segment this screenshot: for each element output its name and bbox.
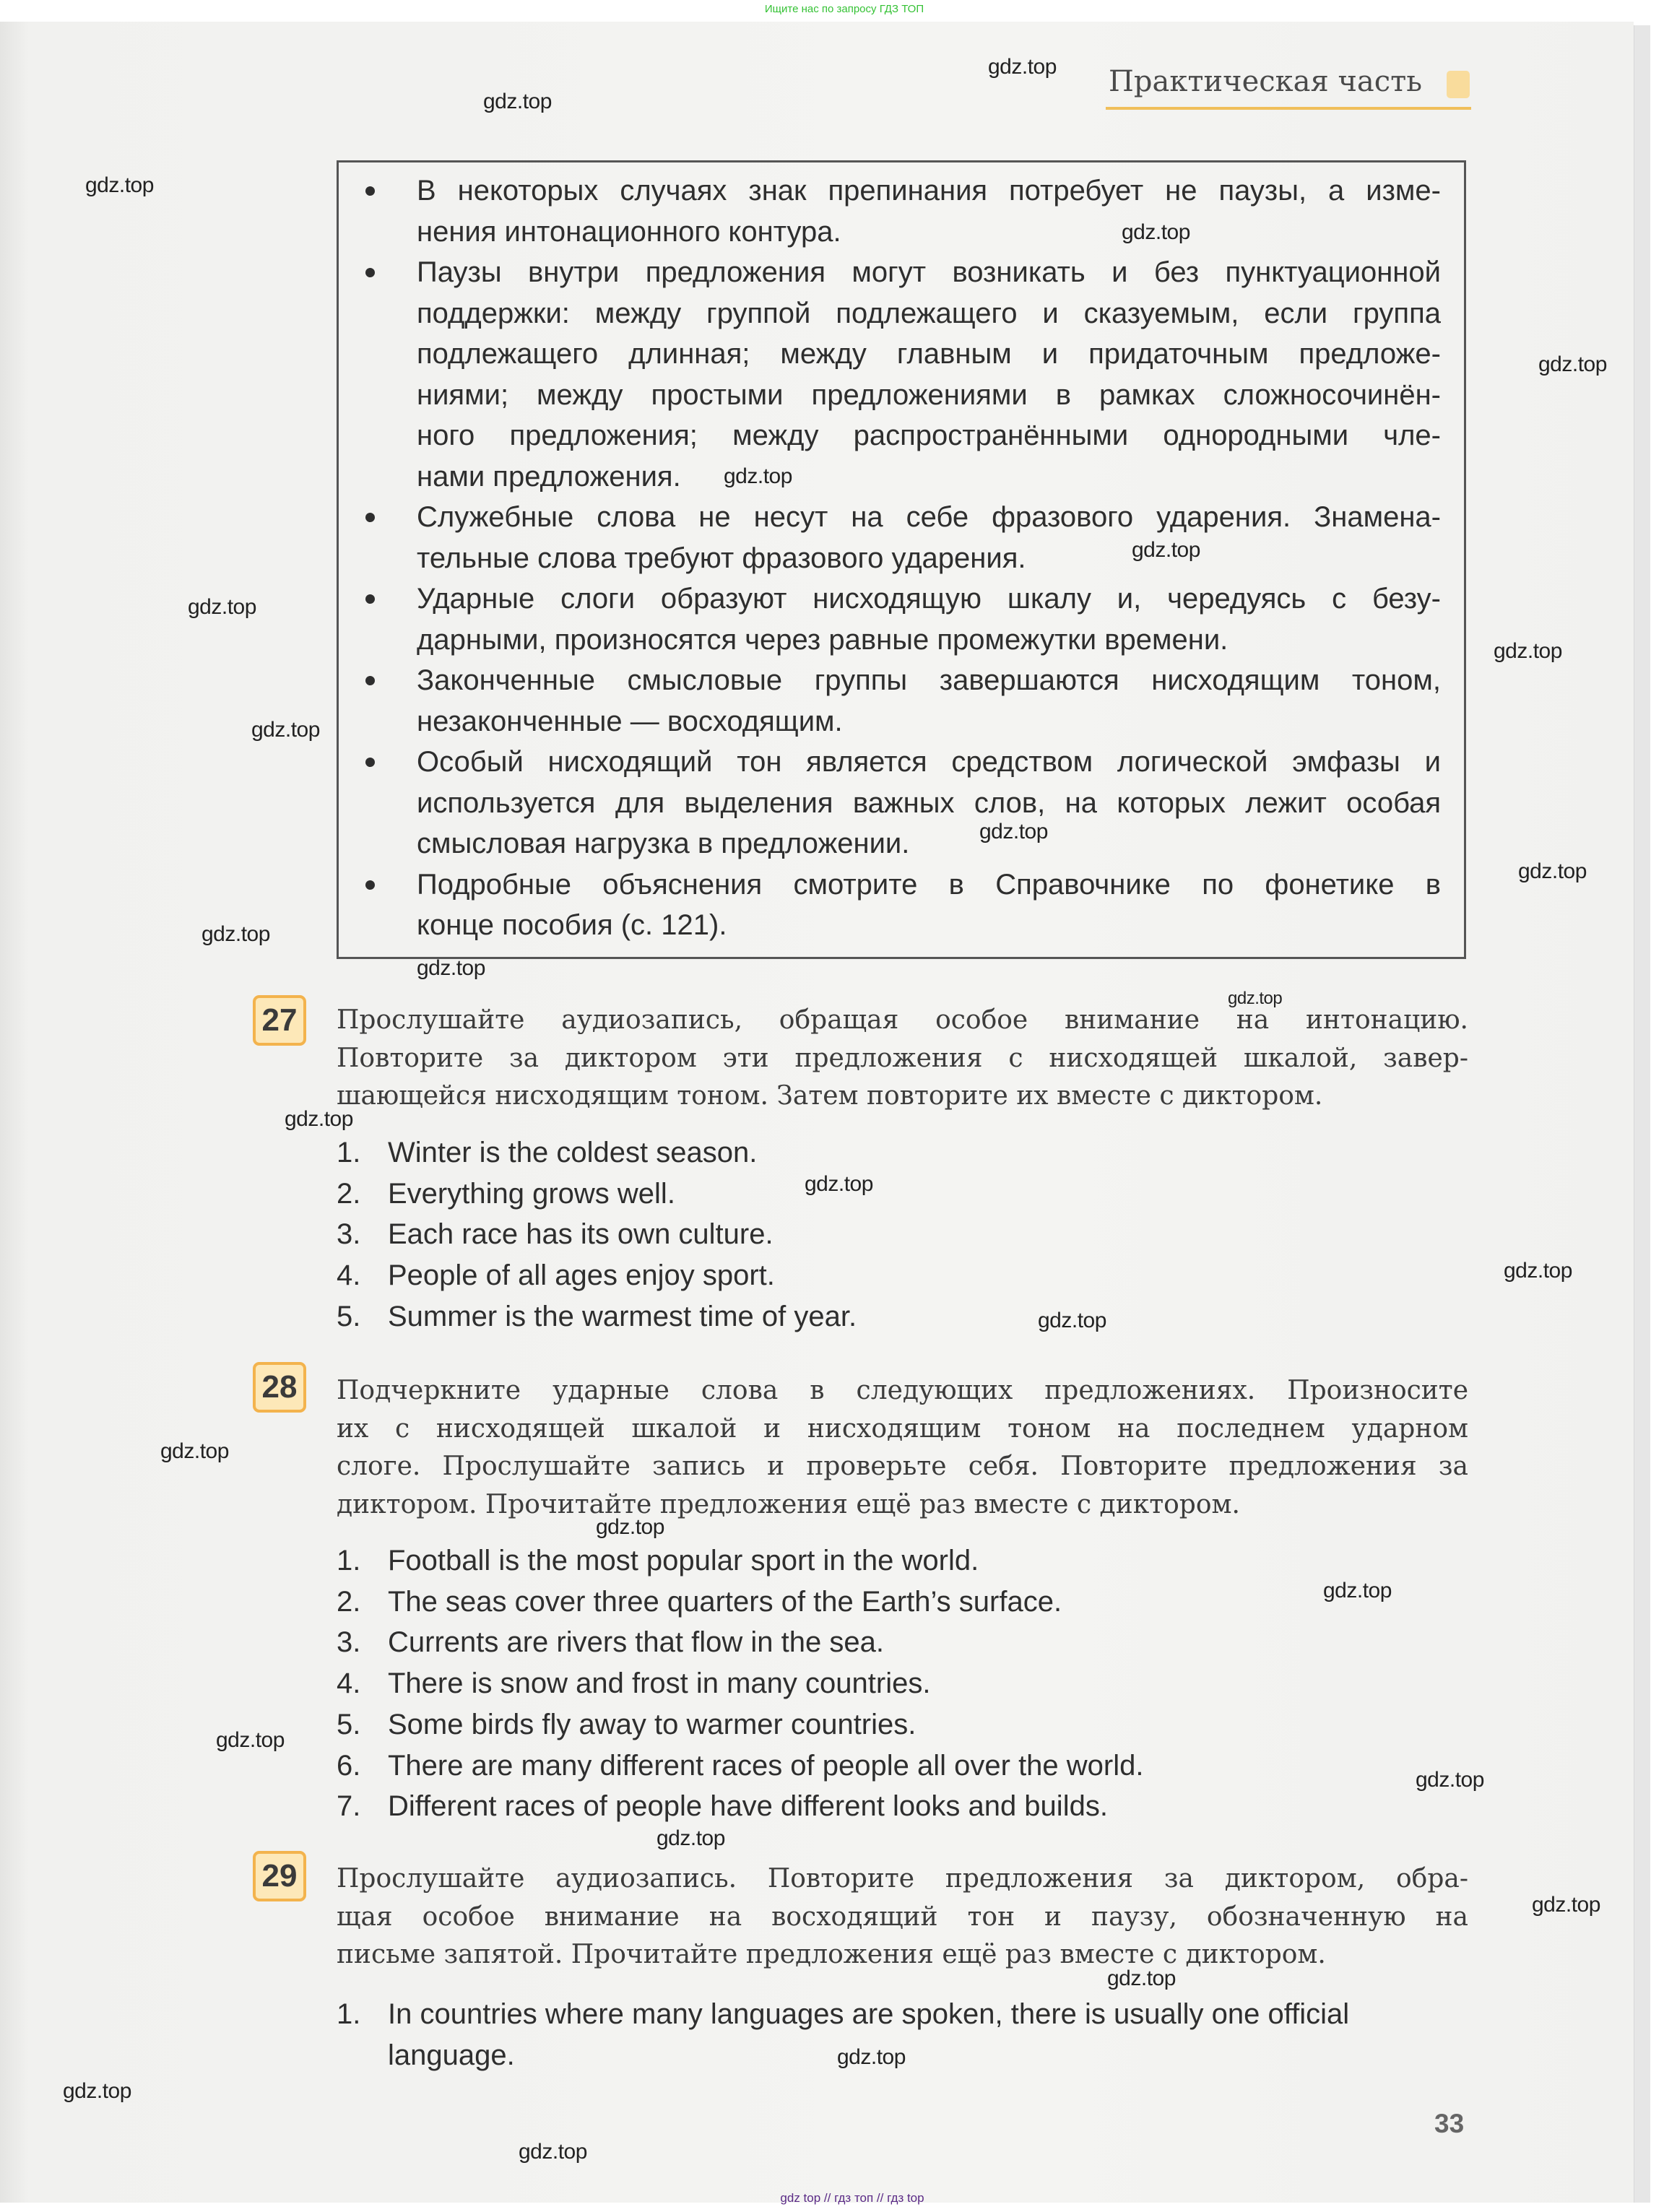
sentence-item [337, 1540, 1470, 1582]
gdz-watermark: gdz.top [1532, 1893, 1600, 1917]
rule-line: нами предложения. [417, 460, 681, 493]
gdz-watermark: gdz.top [1416, 1768, 1484, 1792]
gdz-watermark: gdz.top [724, 464, 792, 488]
sentence-text [388, 1745, 1470, 1787]
bullet-icon [365, 758, 375, 767]
task-line: письме запятой. Прочитайте предложения ещё раз вместе с диктором. [337, 1940, 1326, 1969]
gdz-watermark: gdz.top [988, 55, 1057, 79]
sentence-item [337, 1745, 1470, 1787]
rule-line: Ударные слоги образуют нисходящую шкалу и, чередуясь с безу- [417, 583, 1441, 615]
rule-item [417, 252, 1441, 497]
gdz-watermark: gdz.top [1038, 1309, 1106, 1332]
exercise-28-sentences [337, 1540, 1470, 1827]
sentence-number: 6. [337, 1749, 361, 1782]
sentence-number: 2. [337, 1585, 361, 1618]
rule-line: дарными, произносятся через равные промежутки времени. [417, 623, 1228, 656]
page-edge [1634, 25, 1650, 2203]
rule-line: Служебные слова не несут на себе фразового ударения. Знамена- [417, 501, 1441, 533]
sentence-number: 5. [337, 1300, 361, 1332]
gdz-watermark: gdz.top [251, 718, 320, 742]
rule-line: используется для выделения важных слов, на которых лежит особая [417, 786, 1441, 819]
gdz-watermark: gdz.top [1228, 989, 1283, 1008]
exercise-27-number: 27 [253, 995, 306, 1046]
sentence-line: In countries where many languages are spoken, there is usually one official [388, 1998, 1350, 2030]
rule-line: Подробные объяснения смотрите в Справочнике по фонетике в [417, 868, 1441, 901]
sentence-text [388, 1704, 1470, 1745]
exercise-27-sentences [337, 1132, 1470, 1337]
sentence-line: People of all ages enjoy sport. [388, 1259, 775, 1292]
section-heading: Практическая часть [1109, 65, 1423, 98]
sentence-number: 1. [337, 1998, 361, 2030]
top-search-note: Ищите нас по запросу ГДЗ ТОП [764, 3, 924, 15]
sentence-text [388, 1622, 1470, 1663]
exercise-27-task [337, 1002, 1468, 1116]
sentence-number: 3. [337, 1218, 361, 1251]
bullet-icon [365, 513, 375, 522]
rule-line: В некоторых случаях знак препинания потребует не паузы, а изме- [417, 175, 1441, 207]
sentence-item [337, 1786, 1470, 1827]
gdz-watermark: gdz.top [1538, 352, 1607, 376]
sentence-line: The seas cover three quarters of the Earth’s surface. [388, 1585, 1062, 1618]
gdz-watermark: gdz.top [656, 1826, 725, 1850]
rule-line: незаконченные — восходящим. [417, 705, 843, 737]
sentence-item [337, 1296, 1470, 1337]
sentence-text [388, 1214, 1470, 1255]
gdz-watermark: gdz.top [837, 2045, 906, 2069]
rule-line: подлежащего длинная; между главным и придаточным предложе- [417, 338, 1441, 370]
gdz-watermark: gdz.top [1504, 1259, 1572, 1283]
sentence-line: There are many different races of people all over the world. [388, 1749, 1144, 1782]
section-marker-square [1447, 71, 1470, 98]
sentence-line: Currents are rivers that flow in the sea. [388, 1626, 884, 1659]
rule-line: Паузы внутри предложения могут возникать и без пунктуационной [417, 256, 1441, 288]
sentence-text [388, 1994, 1470, 2076]
task-line: щая особое внимание на восходящий тон и паузу, обозначенную на [337, 1901, 1468, 1932]
rule-item [417, 578, 1441, 660]
gdz-watermark: gdz.top [805, 1172, 873, 1196]
rule-line: тельные слова требуют фразового ударения. [417, 542, 1026, 574]
gdz-watermark: gdz.top [1107, 1966, 1176, 1990]
rule-item [417, 497, 1441, 578]
rule-line: смысловая нагрузка в предложении. [417, 828, 910, 859]
rules-list [417, 170, 1441, 946]
gdz-watermark: gdz.top [202, 922, 270, 946]
gdz-watermark: gdz.top [160, 1439, 229, 1463]
task-line: диктором. Прочитайте предложения ещё раз вместе с диктором. [337, 1489, 1240, 1519]
gdz-watermark: gdz.top [979, 820, 1048, 843]
sentence-number: 1. [337, 1545, 361, 1576]
sentence-text [388, 1132, 1470, 1174]
rule-line: нения интонационного контура. [417, 215, 841, 248]
sentence-item [337, 1622, 1470, 1663]
sentence-text [388, 1582, 1470, 1623]
exercise-29-task [337, 1860, 1468, 1974]
rule-line: Законченные смысловые группы завершаются нисходящим тоном, [417, 664, 1441, 696]
sentence-line: Football is the most popular sport in the world. [388, 1545, 979, 1576]
sentence-line: Winter is the coldest season. [388, 1137, 758, 1168]
sentence-number: 7. [337, 1790, 361, 1823]
sentence-item [337, 1663, 1470, 1704]
gdz-watermark: gdz.top [216, 1728, 285, 1752]
sentence-line: language. [388, 2039, 515, 2071]
rule-item [417, 742, 1441, 864]
rule-line: ного предложения; между распространёнными однородными чле- [417, 420, 1441, 451]
bullet-icon [365, 268, 375, 277]
sentence-text [388, 1663, 1470, 1704]
rule-line: конце пособия (с. 121). [417, 909, 727, 941]
sentence-item [337, 1255, 1470, 1296]
gdz-watermark: gdz.top [188, 595, 256, 619]
gdz-watermark: gdz.top [85, 173, 154, 197]
sentence-line: There is snow and frost in many countries. [388, 1667, 931, 1700]
gdz-watermark: gdz.top [1122, 220, 1190, 244]
sentence-text [388, 1540, 1470, 1582]
rule-item [417, 864, 1441, 946]
bullet-icon [365, 676, 375, 685]
rule-item [417, 660, 1441, 742]
task-line: Прослушайте аудиозапись, обращая особое внимание на интонацию. [337, 1005, 1468, 1035]
gdz-watermark: gdz.top [1132, 538, 1200, 562]
rule-line: Особый нисходящий тон является средством логической эмфазы и [417, 746, 1441, 778]
sentence-text [388, 1786, 1470, 1827]
rule-item [417, 170, 1441, 252]
sentence-text [388, 1174, 1470, 1215]
exercise-28-number: 28 [253, 1362, 306, 1413]
gdz-watermark: gdz.top [417, 956, 485, 980]
task-line: их с нисходящей шкалой и нисходящим тоном на последнем ударном [337, 1413, 1468, 1444]
gdz-watermark: gdz.top [1494, 639, 1562, 663]
sentence-line: Different races of people have different looks and builds. [388, 1790, 1108, 1823]
task-line: Подчеркните ударные слова в следующих предложениях. Произносите [337, 1376, 1468, 1405]
bullet-icon [365, 594, 375, 604]
gdz-watermark: gdz.top [285, 1107, 353, 1131]
task-line: слоге. Прослушайте запись и проверьте себя. Повторите предложения за [337, 1452, 1468, 1481]
sentence-item [337, 1704, 1470, 1745]
page-number: 33 [1434, 2109, 1465, 2138]
gdz-watermark: gdz.top [483, 90, 552, 113]
rule-line: ниями; между простыми предложениями в рамках сложносочинён- [417, 378, 1441, 411]
exercise-29-number: 29 [253, 1851, 306, 1901]
sentence-item [337, 1174, 1470, 1215]
gdz-watermark: gdz.top [596, 1515, 664, 1539]
sentence-text [388, 1255, 1470, 1296]
bullet-icon [365, 880, 375, 890]
sentence-number: 4. [337, 1667, 361, 1700]
task-line: Повторите за диктором эти предложения с нисходящей шкалой, завер- [337, 1043, 1468, 1073]
gdz-watermark: gdz.top [1323, 1579, 1392, 1602]
task-line: Прослушайте аудиозапись. Повторите предложения за диктором, обра- [337, 1864, 1468, 1894]
sentence-number: 3. [337, 1626, 361, 1659]
section-heading-underline [1106, 107, 1471, 110]
sentence-line: Some birds fly away to warmer countries. [388, 1708, 916, 1740]
sentence-item [337, 1214, 1470, 1255]
sentence-line: Everything grows well. [388, 1177, 675, 1210]
sentence-number: 1. [337, 1137, 361, 1168]
sentence-line: Each race has its own culture. [388, 1218, 774, 1251]
gdz-watermark: gdz.top [519, 2140, 587, 2164]
sentence-item [337, 1582, 1470, 1623]
bullet-icon [365, 186, 375, 196]
gdz-watermark: gdz.top [1518, 859, 1587, 883]
task-line: шающейся нисходящим тоном. Затем повторите их вместе с диктором. [337, 1081, 1323, 1111]
rule-line: поддержки: между группой подлежащего и сказуемым, если группа [417, 297, 1441, 329]
exercise-28-task [337, 1372, 1468, 1524]
sentence-number: 5. [337, 1708, 361, 1740]
sentence-number: 2. [337, 1177, 361, 1210]
bottom-watermark-note: gdz top // гдз топ // гдз top [780, 2191, 924, 2205]
sentence-text [388, 1296, 1470, 1337]
sentence-line: Summer is the warmest time of year. [388, 1300, 857, 1332]
sentence-number: 4. [337, 1259, 361, 1292]
gdz-watermark: gdz.top [63, 2079, 131, 2103]
sentence-item [337, 1132, 1470, 1174]
